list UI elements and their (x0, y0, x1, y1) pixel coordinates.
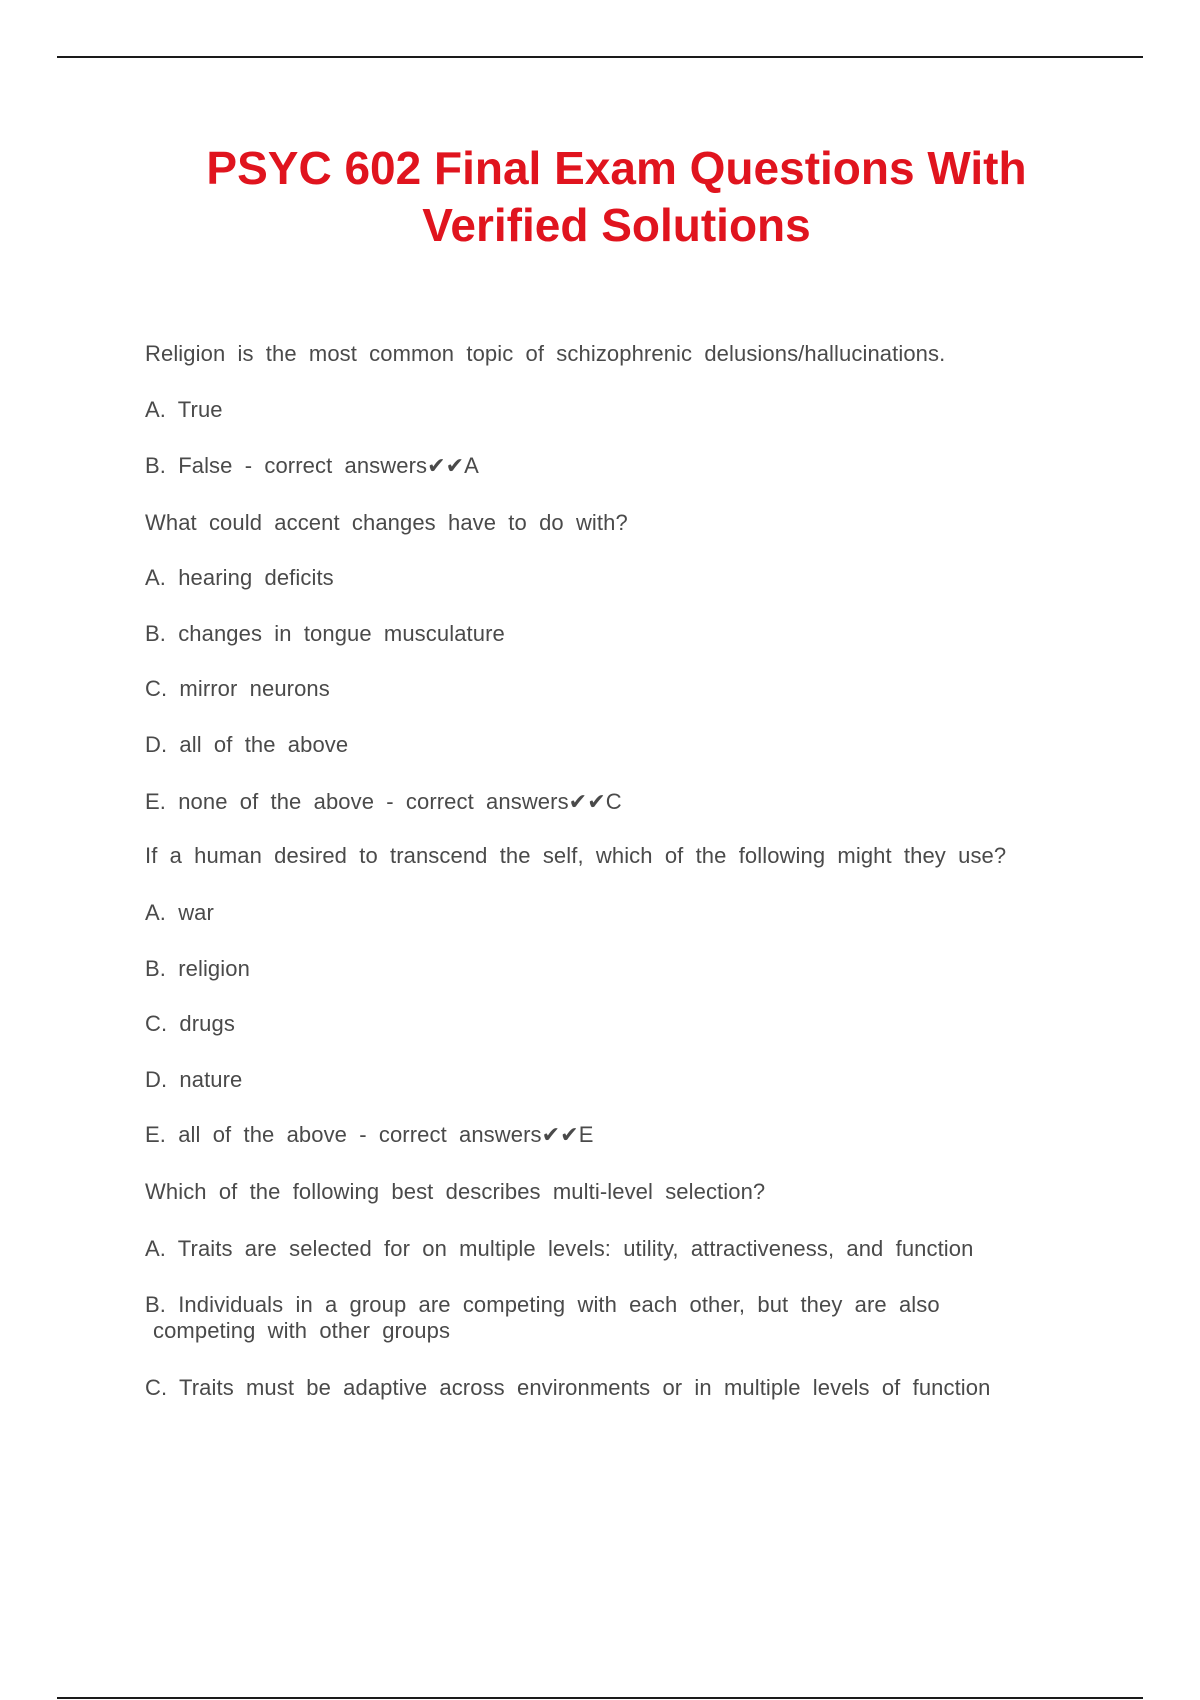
title-line-2: Verified Solutions (422, 199, 811, 251)
question-2-text: What could accent changes have to do with? (145, 510, 628, 535)
question-1-option-a: A. True (145, 397, 223, 422)
title-line-1: PSYC 602 Final Exam Questions With (206, 142, 1027, 194)
question-3-option-d: D. nature (145, 1067, 243, 1092)
question-1-text: Religion is the most common topic of schizophrenic delusions/hallucinations. (145, 341, 946, 366)
question-4-option-b-line-1: B. Individuals in a group are competing with each other, but they are also (145, 1292, 940, 1317)
question-2-option-a: A. hearing deficits (145, 565, 334, 590)
question-4-text: Which of the following best describes multi-level selection? (145, 1179, 766, 1204)
question-4-option-b-line-2: competing with other groups (153, 1318, 451, 1343)
question-2-option-e-answer: E. none of the above - correct answers✔✔C (145, 789, 622, 814)
question-3-option-c: C. drugs (145, 1011, 235, 1036)
question-3-text: If a human desired to transcend the self, which of the following might they use? (145, 843, 1007, 868)
top-rule (57, 56, 1143, 58)
question-2-option-c: C. mirror neurons (145, 676, 330, 701)
question-4-option-c: C. Traits must be adaptive across environments or in multiple levels of function (145, 1375, 991, 1400)
bottom-rule (57, 1697, 1143, 1699)
question-3-option-a: A. war (145, 900, 214, 925)
question-1-option-b-answer: B. False - correct answers✔✔A (145, 453, 479, 478)
question-3-option-e-answer: E. all of the above - correct answers✔✔E (145, 1122, 594, 1147)
question-2-option-b: B. changes in tongue musculature (145, 621, 505, 646)
question-3-option-b: B. religion (145, 956, 250, 981)
document-title (100, 140, 1133, 254)
question-4-option-a: A. Traits are selected for on multiple levels: utility, attractiveness, and function (145, 1236, 974, 1261)
question-2-option-d: D. all of the above (145, 732, 349, 757)
